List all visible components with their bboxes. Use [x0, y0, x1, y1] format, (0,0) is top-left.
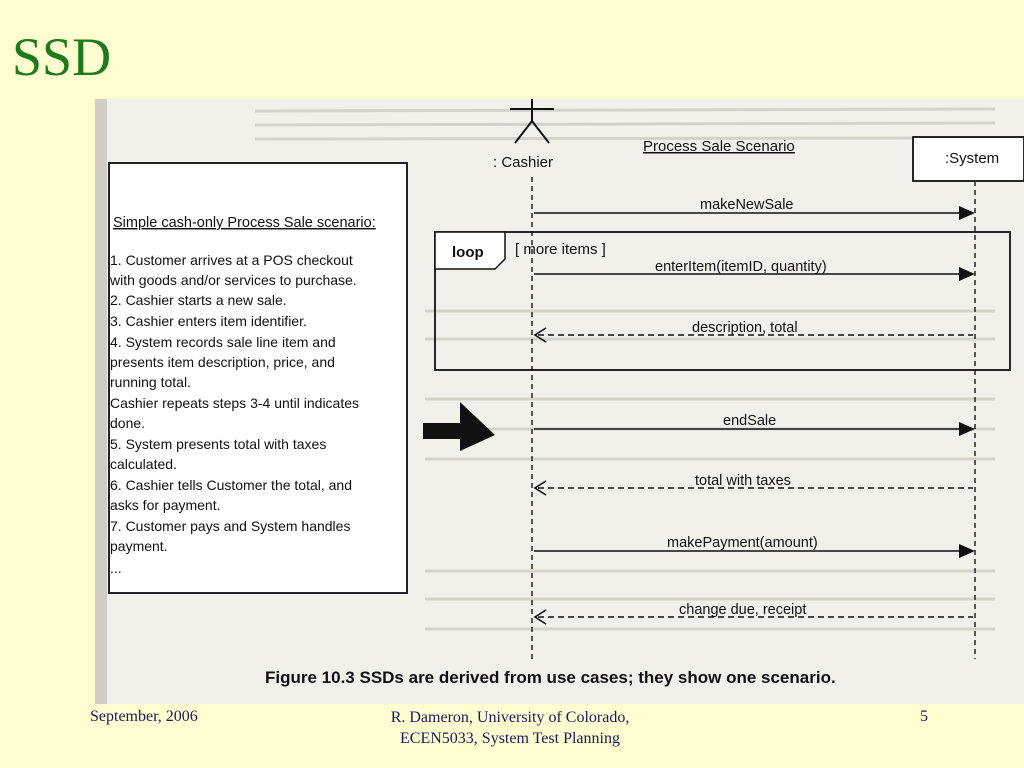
use-case-line: 7. Customer pays and System handles [110, 518, 351, 534]
loop-guard: [ more items ] [515, 241, 606, 258]
footer-date: September, 2006 [90, 708, 198, 725]
message-label: enterItem(itemID, quantity) [655, 259, 827, 275]
message-label: endSale [723, 413, 777, 429]
page-edge-shadow [95, 99, 107, 704]
message-label: change due, receipt [679, 602, 807, 618]
figure-caption: Figure 10.3 SSDs are derived from use cases; they show one scenario. [265, 668, 836, 687]
message-end-sale [534, 413, 975, 436]
message-total-with-taxes [535, 473, 973, 495]
message-change-due-receipt [535, 602, 973, 624]
use-case-line: with goods and/or services to purchase. [110, 272, 357, 288]
use-case-line: presents item description, price, and [110, 354, 335, 370]
use-case-line: asks for payment. [110, 497, 221, 513]
footer-author-line: R. Dameron, University of Colorado, [390, 709, 630, 726]
derivation-arrow-icon [423, 402, 495, 451]
system-label: :System [945, 150, 1000, 167]
use-case-line: 1. Customer arrives at a POS checkout [110, 252, 353, 268]
use-case-line: payment. [110, 538, 168, 554]
use-case-line: 2. Cashier starts a new sale. [110, 292, 287, 308]
arrowhead-icon [959, 544, 975, 558]
diagram-title: Process Sale Scenario [643, 138, 795, 155]
message-label: makeNewSale [700, 197, 794, 213]
use-case-line: 3. Cashier enters item identifier. [110, 313, 307, 329]
footer-course-line: ECEN5033, System Test Planning [400, 729, 620, 747]
message-make-payment [534, 535, 975, 558]
message-make-new-sale [534, 197, 975, 220]
use-case-line: calculated. [110, 456, 177, 472]
use-case-line: 6. Cashier tells Customer the total, and [110, 477, 353, 493]
use-case-heading: Simple cash-only Process Sale scenario: [113, 215, 376, 231]
message-label: makePayment(amount) [667, 535, 818, 551]
use-case-line: 4. System records sale line item and [110, 334, 336, 350]
message-enter-item [534, 259, 975, 281]
use-case-line: Cashier repeats steps 3-4 until indicates [110, 395, 360, 411]
actor-label: : Cashier [493, 154, 554, 171]
footer-page-number: 5 [920, 708, 928, 725]
arrowhead-icon [959, 422, 975, 436]
use-case-line: 5. System presents total with taxes [110, 436, 327, 452]
loop-label: loop [452, 244, 484, 261]
use-case-line: done. [110, 415, 146, 431]
actor-stick-figure-icon [510, 99, 554, 143]
sequence-diagram [95, 99, 1024, 704]
message-label: total with taxes [695, 473, 791, 489]
arrowhead-icon [959, 206, 975, 220]
scanned-figure [95, 99, 1024, 704]
use-case-line: ... [110, 560, 122, 576]
slide-title: SSD [12, 27, 112, 87]
arrowhead-icon [959, 267, 975, 281]
message-label: description, total [692, 320, 798, 336]
footer-author [250, 708, 770, 750]
use-case-line: running total. [110, 374, 191, 390]
